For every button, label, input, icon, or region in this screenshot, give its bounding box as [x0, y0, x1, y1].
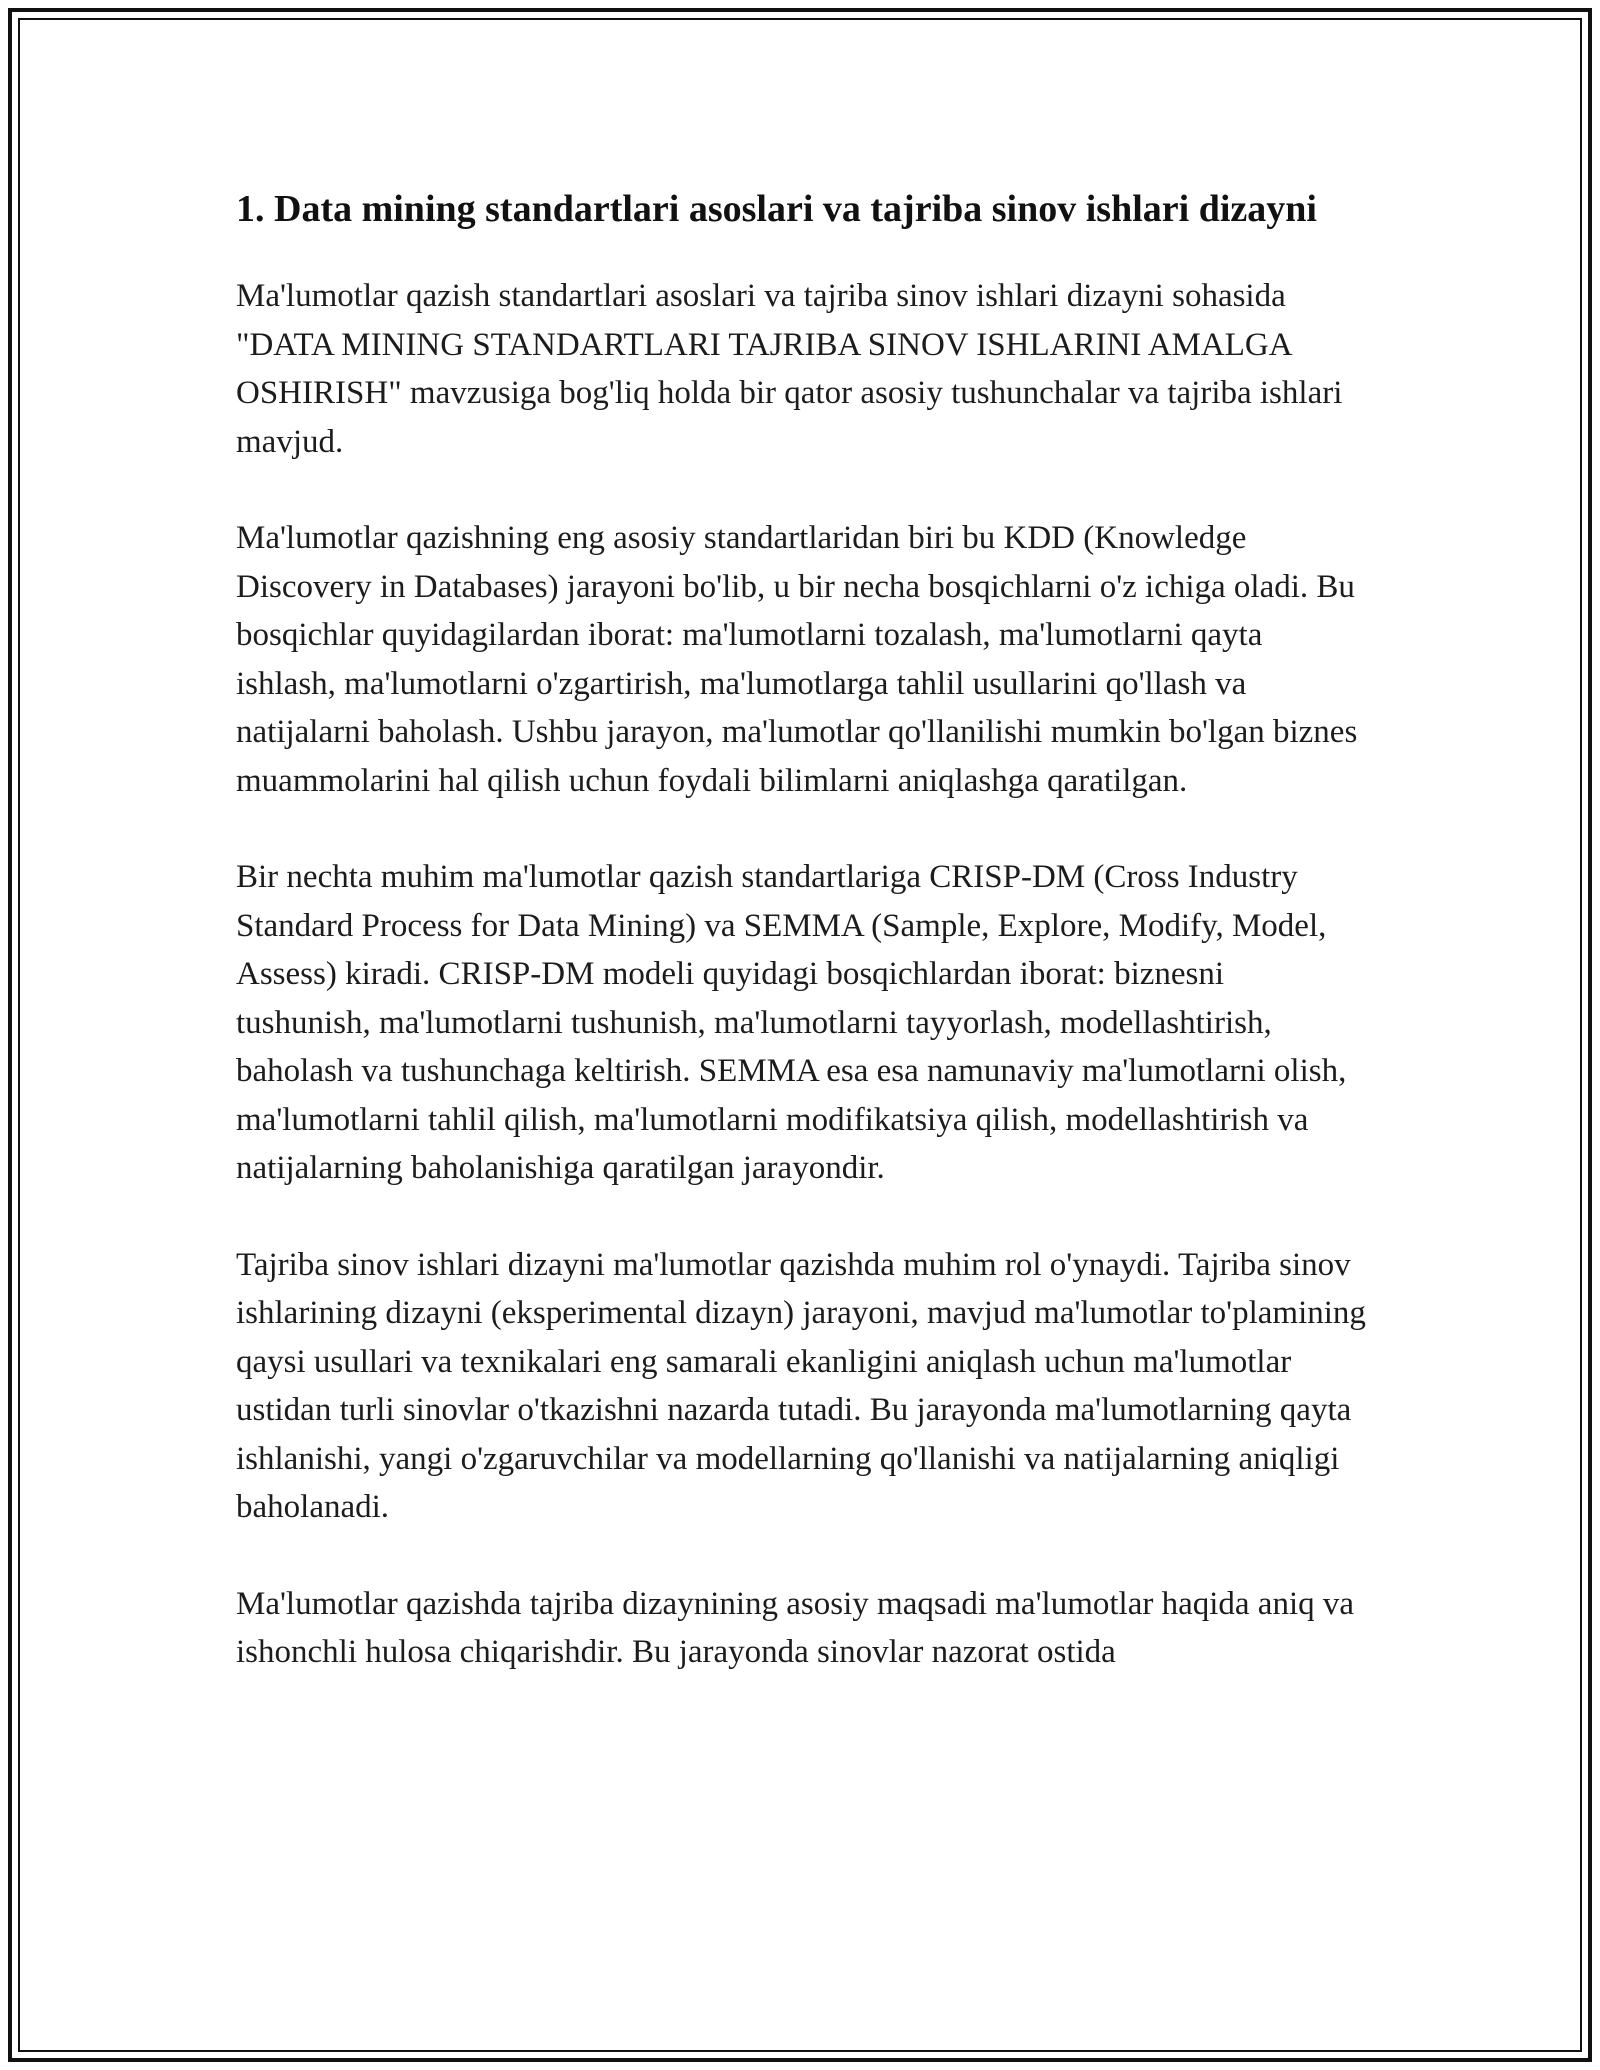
paragraph-goal: Ma'lumotlar qazishda tajriba dizaynining asosiy maqsadi ma'lumotlar haqida aniq va ishonchli hulosa chiqarishdir. Bu jarayonda sinovlar nazorat ostida — [236, 1585, 1355, 1670]
paragraph-crisp-semma: Bir nechta muhim ma'lumotlar qazish standartlariga CRISP-DM (Cross Industry Standard Process for Data Mining) va SEMMA (Sample, Explore, Modify, Model, Assess) kiradi. CRISP-DM modeli quyidagi bosqichlardan iborat: biznesni tushunish, ma'lumotlarni tushunish, ma'lumotlarni tayyorlash, modellashtirish, baholash va tushunchaga keltirish. SEMMA esa esa namunaviy ma'lumotlarni olish, ma'lumotlarni tahlil qilish, ma'lumotlarni modifikatsiya qilish, modellashtirish va natijalarning baholanishiga qaratilgan jarayondir. — [236, 859, 1347, 1186]
section-heading: 1. Data mining standartlari asoslari va tajriba sinov ishlari dizayni — [236, 188, 1317, 230]
paragraph-experimental-design: Tajriba sinov ishlari dizayni ma'lumotlar qazishda muhim rol o'ynaydi. Tajriba sinov ishlarining dizayni (eksperimental dizayn) jarayoni, mavjud ma'lumotlar to'plamining qaysi usullari va texnikalari eng samarali ekanligini aniqlash uchun ma'lumotlar ustidan turli sinovlar o'tkazishni nazarda tutadi. Bu jarayonda ma'lumotlarning qayta ishlanishi, yangi o'zgaruvchilar va modellarning qo'llanishi va natijalarning aniqligi baholanadi. — [236, 1246, 1366, 1525]
document-body — [236, 182, 1366, 1725]
paragraph-kdd: Ma'lumotlar qazishning eng asosiy standartlaridan biri bu KDD (Knowledge Discovery in Databases) jarayoni bo'lib, u bir necha bosqichlarni o'z ichiga oladi. Bu bosqichlar quyidagilardan iborat: ma'lumotlarni tozalash, ma'lumotlarni qayta ishlash, ma'lumotlarni o'zgartirish, ma'lumotlarga tahlil usullarini qo'llash va natijalarni baholash. Ushbu jarayon, ma'lumotlar qo'llanilishi mumkin bo'lgan biznes muammolarini hal qilish uchun foydali bilimlarni aniqlashga qaratilgan. — [236, 520, 1358, 799]
paragraph-intro: Ma'lumotlar qazish standartlari asoslari va tajriba sinov ishlari dizayni sohasida "DATA MINING STANDARTLARI TAJRIBA SINOV ISHLARINI AMALGA OSHIRISH" mavzusiga bog'liq holda bir qator asosiy tushunchalar va tajriba ishlari mavjud. — [236, 278, 1343, 460]
